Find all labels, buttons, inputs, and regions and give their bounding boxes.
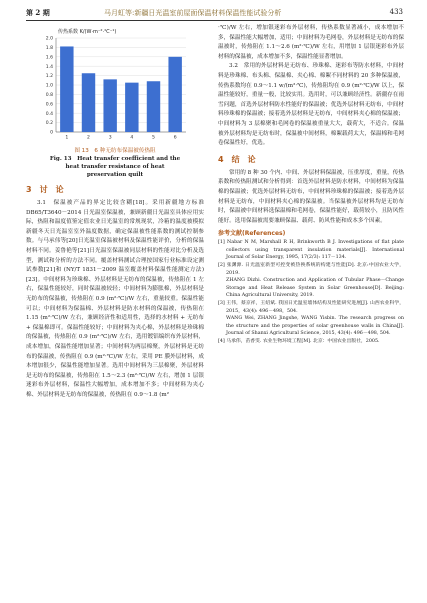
reference-3: [3] 王伟，蔡京祥，王绍斌. 我国日光温室墙体结构及性能研究进展[J]. 山西农业科学，2015，43(4): 496－498，504.	[218, 301, 404, 314]
bar	[82, 73, 95, 132]
running-title: 马月虹等:新疆日光温室前屋面保温材料保温性能试验分析	[104, 9, 282, 17]
header-rule	[26, 20, 403, 21]
page-number: 433	[389, 8, 403, 16]
reference-2: [2] 张渊源. 日光温室新型可控变被热换系统的构建与性能[D]. 北京:中国农业大学，2019.	[218, 263, 404, 276]
references-heading: 参考文献(References)	[218, 230, 286, 238]
discussion-paragraph-cont: ·℃)/W 左右，增加银迷彩布外层材料，传热系数显著减小，成本增加不多，保温性能大幅增加，适用；中间材料为毛网卷，外层材料是无纺布的保温被时，传热阻在 1.1～2.6 (m²·℃)/W 左右，用增加 1 层银迷彩布外层材料的保温被，成本增加不多，保温性能显著增加。	[218, 25, 404, 60]
y-tick-label: 0.4	[45, 111, 53, 117]
y-tick-label: 1.6	[45, 55, 53, 61]
x-tick-label: 5	[152, 135, 155, 141]
bar-chart	[26, 24, 204, 144]
discussion-paragraph-2: 3.2 常用的外层材料是无纺布、珍珠棉、迷彩布等防水材料，中间材料是珍珠棉、布头棉、保温棉、夹心棉、棉絮不同材料的 20 多种保温被，传热系数均在 0.9～1.1 w/(m²·℃)，传热阻均在 0.9 (m²·℃)/W 以上，保温性能较好，重量一般，比较实用。选用时，可以兼顾经济性。新疆存在雨雪问题，首选外层材料防水性能好的保温被；优选外层材料无纺布，中间材料珍珠棉的保温被；接着选外层材料是无纺布，中间材料夹心棉的保温被；中间材料为 3 层棉聚和毛网卷的保温被重量大大，载荷大，不适合。保温被外层材料均是无纺布时，保温被中间材料，棉絮载荷太大，保温棉和毛网卷保温性好，优选。	[218, 63, 404, 147]
y-tick-label: 0	[50, 130, 53, 136]
x-tick-label: 3	[108, 135, 112, 141]
chart-svg	[26, 24, 204, 144]
section-heading-3: 3 讨 论	[26, 185, 64, 194]
reference-3-en: WANG Wei, ZHANG Jingshe, WANG Yisbin. The research progress on the structure and the properties of solar greenhouse walls in China[J]. Journal of Shanxi Agricultural Science, 2015, 43(4): 496－498, 504.	[226, 316, 404, 337]
bar	[103, 79, 116, 132]
section-heading-4: 4 结 论	[218, 154, 256, 164]
figure-caption-en-2: heat transfer resistance of heat	[65, 164, 165, 170]
right-column	[218, 24, 404, 346]
y-tick-label: 0.6	[45, 102, 53, 108]
left-column	[26, 24, 204, 400]
y-tick-label: 2.0	[45, 36, 53, 42]
reference-1: [1] Nabar N M, Marshall R H, Brinkworth B J. Investigations of flat plate collectors using transparent insulation materials[J]. International Journal of Solar Energy, 1995, 17(2/3): 117－134.	[218, 240, 404, 261]
figure-caption-cn: 图 13 6 种无纺布保温被传热阻	[74, 148, 156, 154]
y-tick-label: 1.0	[45, 83, 53, 89]
bar	[168, 57, 181, 132]
y-tick-label: 0.2	[45, 121, 53, 127]
x-tick-label: 6	[173, 135, 177, 141]
x-tick-label: 2	[87, 135, 90, 141]
issue-number: 第 2 期	[26, 8, 50, 17]
figure-caption-en-1: Fig. 13 Heat transfer coefficient and the	[49, 156, 181, 162]
running-header	[26, 8, 403, 20]
conclusion-paragraph: 常用的 8 种 30 个内、中间、外层材料保温被，压重厚度，重量，传热系数和传热阻测试和分析得到：首选外层材料是防水材料，中间材料为保温棉的保温被；优选外层材料无纺布，中间材料珍珠棉的保温被；接着选外层材料是无纺布，中间材料夹心棉的保温被。当保温被外层材料均是无纺布时，保温被中间材料选保温棉和毛网卷，保温性能好，载荷较小，且防风性能好。选用保温被需要兼顾保温、载荷、防风性能和成本多个因素。	[218, 169, 404, 224]
bar	[147, 81, 160, 132]
x-tick-label: 4	[130, 135, 134, 141]
discussion-paragraph-1: 3.1 保温被产品的界定比较含糊[18]。采用新疆地方标准 DB65/T3640－2014 日光温室保温被，兼顾新疆日光温室具体应用实际，热阻和温度值鉴定值农业日光温室的常规现状，冷箱的温度被模拟新疆冬天日光温室室外温度数据，确定保温被性能系数的测试控制参数。与马承伟等[20]日光温室保温被材料及保温性能评价，分析的保温材料不同。姜鲁艳等[21]日光温室保温被同层材料的性能对比分析及选型，测试和分析的方法不同。覆盖材料测试合理按国家行业标准设定测试参数[21]和 (NY/T 1831－2009 温室覆盖材料保温性能测定方法)[23]。中间材料为珍珠棉、外层材料是无纺布的保温被，传热阻在 1 左右，保温性能较好，同时保温被较轻；中间材料为膨胀棉，外层材料是无纺布的保温被，传热阻在 0.9 (m²·℃)/W 左右，重量较重。保温性能可以；中间材料为保温棉、外层材料是防水材料的保温被，传热阻在 1.15 (m²·℃)/W 左右，兼顾经济性和适用性，选择的水材料 + 无纺布 + 保温棉即可。保温性能较好；中间材料为夹心棉，外层材料是珍珠棉的保温被，传热阻在 0.9 (m²·℃)/W 左右，选用镀铝编织布外层材料，成本增加，保温性能增加显著；中间材料为两层棉聚，外层材料是无纺布的保温被，传热阻在 0.9 (m²·℃)/W 左右，采用 PE 膜外层材料，成本增加很少，保温性能增加显著。选用中间材料为三层棉聚，外层材料是无纺布的保温被，传热阻在 1.5～2.3 (m²·℃)/W 左右，增加 1 层银迷彩布外层材料，保温性大幅增加，成本增加不多；中间材料为夹心棉、外层材料是无纺布的保温被，传热阻在 0.9～1.8 (m²	[26, 200, 204, 398]
chart-title: 传热系数 K/(W·m⁻²·℃⁻¹)	[58, 29, 117, 35]
y-tick-label: 1.2	[45, 74, 53, 80]
y-tick-label: 0.8	[45, 93, 53, 98]
y-tick-label: 1.4	[45, 64, 53, 70]
bar	[125, 83, 138, 132]
reference-2-en: ZHANG Dizhi. Construction and Application of Tubular Phase－Change Storage and Heat Release System in Solar Greenhouse[D]. Beijing: China Agricultural University, 2019.	[226, 278, 404, 299]
bar	[60, 46, 73, 132]
x-tick-label: 1	[65, 135, 69, 141]
figure-caption-en-3: preservation quilt	[86, 172, 144, 178]
reference-4: [4] 马承伟，苗香雯. 农业生物环境工程[M]. 北京：中国农业出版社，2005.	[218, 339, 380, 344]
y-tick-label: 1.8	[45, 46, 53, 51]
